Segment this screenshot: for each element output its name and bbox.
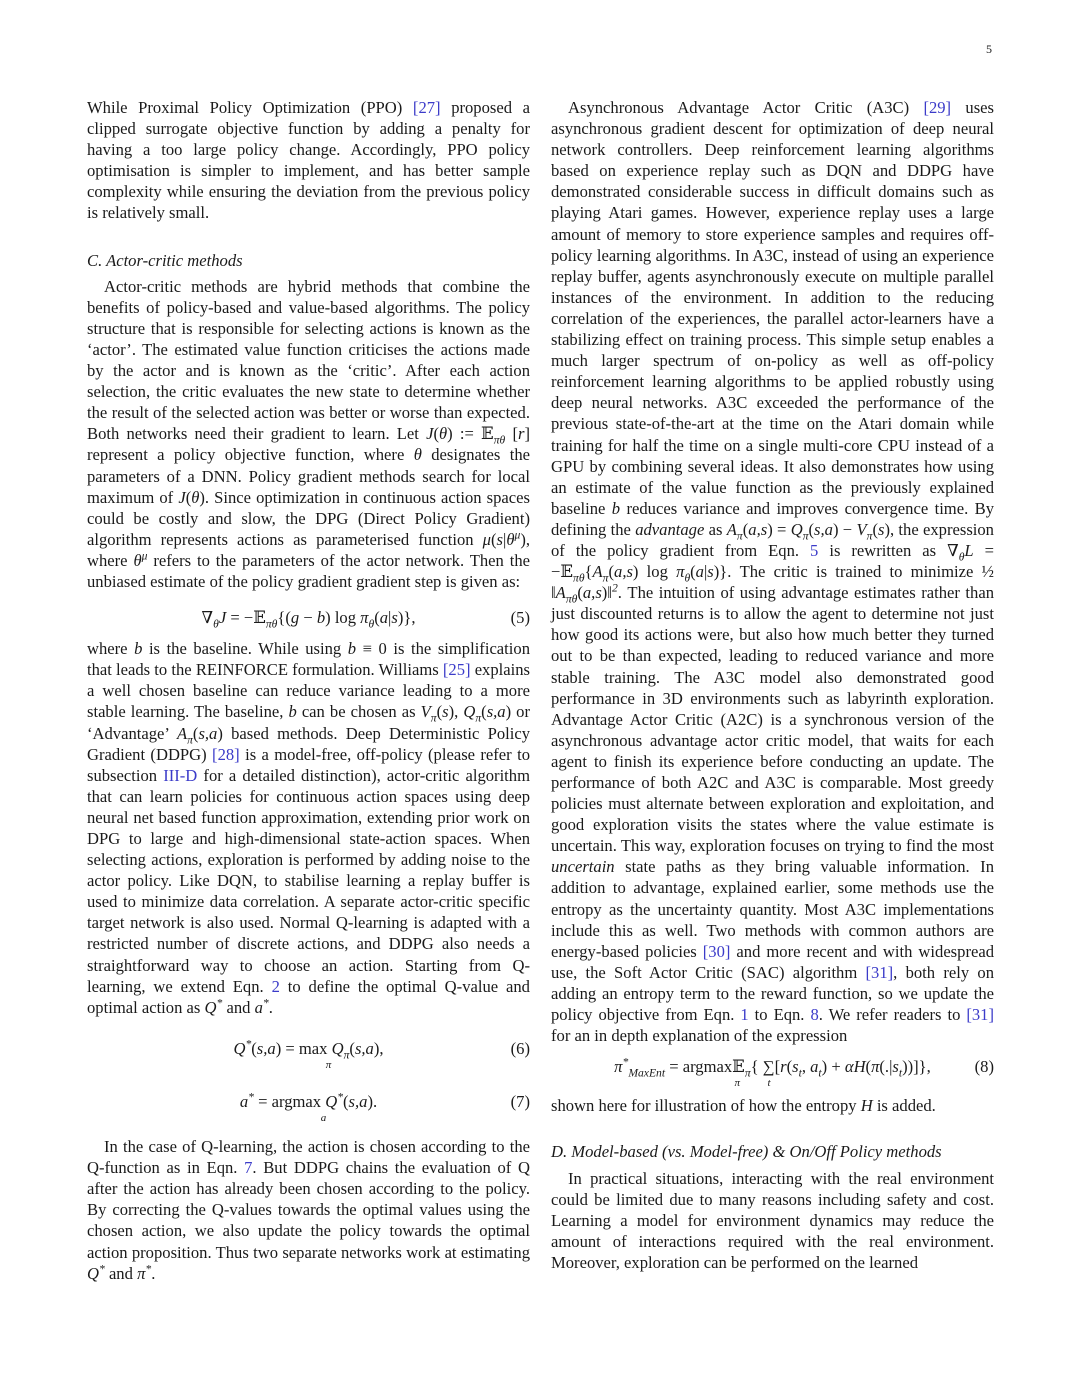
citation-link[interactable]: [31] (966, 1005, 995, 1025)
superscript: * (245, 1037, 252, 1051)
superscript: * (622, 1055, 629, 1069)
italic-math: s (792, 1057, 799, 1077)
italic-math: Q (325, 1091, 338, 1111)
superscript: * (98, 1262, 105, 1276)
italic-math: b (316, 608, 326, 628)
italic-math: a,s (748, 519, 768, 539)
equation-6-number: (6) (510, 1038, 530, 1058)
citation-link[interactable]: [27] (412, 98, 441, 117)
italic-math: μ (482, 529, 491, 549)
citation-link[interactable]: [25] (442, 660, 471, 680)
italic-math: H (853, 1057, 866, 1077)
italic-math: b (288, 702, 297, 722)
italic-math: θ (191, 487, 200, 507)
subscript: θ (368, 617, 375, 631)
citation-link[interactable]: [29] (923, 98, 952, 117)
italic-math: θ (439, 424, 448, 444)
italic-math: A (726, 519, 737, 539)
citation-link[interactable]: [30] (702, 941, 731, 961)
citation-link[interactable]: 8 (810, 1005, 819, 1025)
italic-math: π (676, 562, 685, 582)
equation-5-body: $\nabla_\theta J$ = −𝔼$_{\pi\theta}${(g − b) $\log \pi_\theta(a|s)$}, (201, 608, 416, 631)
italic-math: a,s (582, 583, 602, 603)
italic-math: L (964, 540, 974, 560)
subscript: π (187, 732, 193, 746)
citation-link[interactable]: III-D (163, 765, 198, 785)
italic-math: s (892, 1057, 899, 1077)
subscript: π (343, 1048, 350, 1062)
subscript: π (802, 529, 809, 543)
italic-math: advantage (635, 519, 705, 539)
italic-math: π (871, 1057, 880, 1077)
citation-link[interactable]: 1 (740, 1005, 749, 1025)
subscript: θ (213, 617, 219, 631)
paragraph-model-based: In practical situations, interacting with the real environment could be limited due to many reasons including safety and cost. Learning a model for environment dynamics may reduce the amount of interactions required with the real environment. Moreover, exploration can be performed on the learned (551, 1168, 994, 1272)
italic-math: a,s (614, 562, 633, 582)
equation-8-number: (8) (974, 1057, 994, 1077)
subscript: θ (684, 571, 691, 585)
italic-math: π (137, 1263, 146, 1283)
superscript: * (216, 996, 223, 1010)
italic-math: a (379, 608, 389, 628)
citation-link[interactable]: [28] (212, 744, 240, 764)
italic-math: π (614, 1057, 623, 1077)
superscript: μ (514, 528, 521, 542)
subscript: π (744, 1066, 751, 1080)
superscript: 2 (611, 581, 618, 595)
italic-math: Q (204, 997, 217, 1017)
subscript: π (736, 529, 743, 543)
equation-8-subscript: π t (734, 1077, 771, 1090)
subscript: θ (958, 550, 965, 564)
italic-math: s,a (256, 1038, 276, 1058)
equation-7-body: a* = argmax Q*(s,a). (239, 1090, 378, 1111)
italic-math: r (517, 424, 525, 444)
italic-math: θ (133, 550, 142, 570)
paragraph-q-learning: In the case of Q-learning, the action is chosen according to the Q-function as in Eqn. 7. But DDPG chains the evaluation of Q after the action has already been chosen according to the policy. By correcting the Q-values towards the optimal values using the chosen action, we also update the policy towards the optimal action proposition. Thus two separate networks work at estimating Q* and π*. (87, 1137, 530, 1283)
italic-math: b (134, 639, 143, 659)
superscript: * (145, 1262, 152, 1276)
subscript: MaxEnt (628, 1066, 666, 1080)
italic-math: s (391, 608, 398, 628)
citation-link[interactable]: 5 (810, 540, 819, 560)
italic-math: s (707, 562, 714, 582)
right-column (551, 97, 994, 1273)
italic-math: s,a (814, 519, 833, 539)
equation-5-number: (5) (510, 608, 530, 628)
superscript: * (262, 996, 269, 1010)
italic-math: α (844, 1057, 854, 1077)
paragraph-ppo: While Proximal Policy Optimization (PPO) [27] proposed a clipped surrogate objective function by adding a penalty for having a too large policy change. Accordingly, PPO policy optimisation is simpler to implement, and has better sample complexity while ensuring the deviation from the previous policy is relatively small. (87, 98, 531, 223)
italic-math: s,a (198, 723, 218, 743)
subscript: πθ (493, 433, 506, 447)
superscript: μ (141, 549, 148, 563)
equation-7-subscript: a (320, 1112, 327, 1125)
superscript: * (248, 1090, 254, 1104)
equation-8-body: $\pi^*_{MaxEnt}$ = argmax𝔼$_\pi${ $\sum[r(s_t$, $a_t) + \alpha H(\pi(.|s_t))$]}, (614, 1055, 931, 1080)
italic-math: s (442, 702, 449, 722)
paragraph-baseline-ddpg: where b is the baseline. While using b ≡ 0 is the simplification that leads to the REINFORCE formulation. Williams [25] explains a well chosen baseline can reduce variance leading to a more stable learning. The baseline, b can be chosen as $V_\pi(s)$, $Q_\pi(s,a)$ or ‘Advantage’ $A_\pi(s,a)$ based methods. Deep Deterministic Policy Gradient (DDPG) [28] is a model-free, off-policy (please refer to subsection III-D for a detailed distinction), actor-critic algorithm that can learn policies for continuous action spaces using deep neural net based function approximation, extending prior work on DPG to large and high-dimensional state-action spaces. When selecting actions, exploration is performed by adding noise to the actor policy. Like DQN, to stabilise learning a replay buffer is used to minimize data correlation. A separate actor-critic specific target network is also used. Normal Q-learning is adapted with a restricted number of discrete actions, and DDPG also needs a straightforward way to choose an action. Starting from Q-learning, we extend Eqn. 2 to define the optimal Q-value and optimal action as Q* and a*. (87, 639, 530, 1017)
italic-math: J (218, 608, 227, 628)
subscript: π (602, 571, 609, 585)
equation-7 (87, 1091, 530, 1124)
subscript: t (818, 1066, 822, 1080)
italic-math: θ (413, 445, 422, 465)
subscript: π (430, 711, 437, 725)
subscript: π (475, 711, 482, 725)
italic-math: θ (506, 529, 515, 549)
italic-math: A (555, 583, 566, 603)
equation-6-subscript: π (325, 1058, 332, 1071)
italic-math: A (176, 723, 188, 743)
italic-math: b (611, 498, 621, 518)
italic-math: Q (233, 1038, 246, 1058)
italic-math: Q (790, 519, 803, 539)
equation-6 (87, 1038, 530, 1071)
italic-math: Q (331, 1038, 344, 1058)
italic-math: a (254, 997, 263, 1017)
italic-math: a (239, 1091, 249, 1111)
subscript: πθ (565, 592, 578, 606)
paragraph-a3c: Asynchronous Advantage Actor Critic (A3C) [29] uses asynchronous gradient descent for optimization of deep neural network controllers. Deep reinforcement learning algorithms based on experience replay such as DQN and DDPG have demonstrated considerable success in difficult domains such as playing Atari games. However, experience replay uses a large amount of memory to store experience samples and requires off-policy learning algorithms. In A3C, instead of using an experience replay buffer, agents asynchronously execute on multiple parallel instances of the environment. In addition to the reducing correlation of the experiences, the parallel actor-learners have a stabilizing effect on training process. This simple setup enables a much larger spectrum of on-policy as well as off-policy reinforcement learning algorithms to be applied robustly using deep neural networks. A3C exceeded the performance of the previous state-of-the-art at the time on the Atari domain while training for half the time on a single multi-core CPU instead of a GPU by combining several ideas. It also demonstrates how using an estimate of the value function as the previously explained baseline b reduces variance and improves convergence time. By defining the advantage as $A_\pi(a,s) = Q_\pi(s,a) - V_\pi(s)$, the expression of the policy gradient from Eqn. 5 is rewritten as $\nabla_\theta L$ = $-𝔼_{\pi\theta}\{A_\pi(a,s)$ $\log \pi_\theta(a|s)$}. The critic is trained to minimize ½ $‖A_{\pi\theta}(a,s)‖^2$. The intuition of using advantage estimates rather than just discounted returns is to allow the agent to determine not just how good its actions were, but also how much better they turned out to be than expected, leading to reduced variance and more stable training. The A3C model also demonstrated good performance in 3D environments such as labyrinth exploration. Advantage Actor Critic (A2C) is a synchronous version of the asynchronous advantage actor critic model, that waits for each agent to finish its experience before conducting an update. The performance of both A2C and A3C is comparable. Most greedy policies must alternate between exploration and exploitation, and good exploration visits the states where the value estimate is uncertain. This way, exploration focuses on trying to find the most uncertain state paths as they bring valuable information. In addition to advantage, explained earlier, some methods use the entropy as the uncertainty quantity. Most A3C implementations include this as well. Two methods with common authors are energy-based policies [30] and more recent and with widespread use, the Soft Actor Critic (SAC) algorithm [31], both rely on adding an entropy term to the reward function, so we update the policy objective from Eqn. 1 to Eqn. 8. We refer readers to [31] for an in depth explanation of the expression (551, 98, 995, 1046)
italic-math: V (856, 519, 867, 539)
italic-math: A (592, 562, 603, 582)
italic-math: uncertain (551, 857, 615, 877)
italic-math: H (860, 1096, 873, 1116)
italic-math: V (420, 702, 431, 722)
citation-link[interactable]: 2 (271, 976, 280, 996)
paragraph-entropy: shown here for illustration of how the entropy H is added. (551, 1096, 936, 1116)
equation-8 (551, 1056, 994, 1089)
citation-link[interactable]: [31] (865, 962, 894, 982)
italic-math: s,a (354, 1038, 374, 1058)
italic-math: s,a (486, 702, 506, 722)
equation-7-number: (7) (510, 1091, 530, 1111)
citation-link[interactable]: 7 (244, 1158, 253, 1178)
subscript: πθ (573, 571, 585, 585)
section-heading-model-based: D. Model-based (vs. Model-free) & On/Off Policy methods (551, 1142, 942, 1162)
italic-math: Q (463, 702, 476, 722)
subscript: t (898, 1066, 903, 1080)
italic-math: J (426, 424, 434, 444)
left-column (87, 97, 530, 1284)
equation-6-body: $Q^*(s,a) = \max Q_\pi(s,a)$, (233, 1037, 384, 1062)
italic-math: a (810, 1057, 819, 1077)
italic-math: J (178, 487, 186, 507)
equation-5 (87, 607, 530, 631)
paragraph-actor-critic: Actor-critic methods are hybrid methods that combine the benefits of policy-based and value-based algorithms. The policy structure that is responsible for selecting actions is known as the ‘actor’. The estimated value function criticises the actions made by the actor and is known as the ‘critic’. After each action selection, the critic evaluates the new state to determine whether the result of the selected action was better or worse than expected. Both networks need their gradient to learn. Let J(θ) := 𝔼$_{\pi\theta}$ [r] represent a policy objective function, where θ designates the parameters of a DNN. Policy gradient methods search for local maximum of J(θ). Since optimization in continuous action spaces could be costly and slow, the DPG (Direct Policy Gradient) algorithm represents actions as parameterised function $\mu(s|\theta^\mu)$, where $\theta^\mu$ refers to the parameters of the actor network. Then the unbiased estimate of the policy gradient gradient step is given as: (87, 276, 530, 591)
italic-math: Q (87, 1263, 99, 1283)
subscript: t (798, 1066, 802, 1080)
page-number: 5 (986, 42, 992, 56)
superscript: * (337, 1090, 344, 1104)
italic-math: s (496, 529, 503, 549)
italic-math: a (695, 562, 704, 582)
italic-math: π (360, 608, 369, 628)
section-heading-actor-critic: C. Actor-critic methods (87, 250, 243, 270)
italic-math: s,a (348, 1091, 368, 1111)
italic-math: b (347, 639, 357, 659)
subscript: π (866, 529, 873, 543)
italic-math: s (877, 519, 885, 539)
italic-math: g (290, 608, 300, 628)
italic-math: r (780, 1057, 787, 1077)
subscript: πθ (265, 617, 278, 631)
